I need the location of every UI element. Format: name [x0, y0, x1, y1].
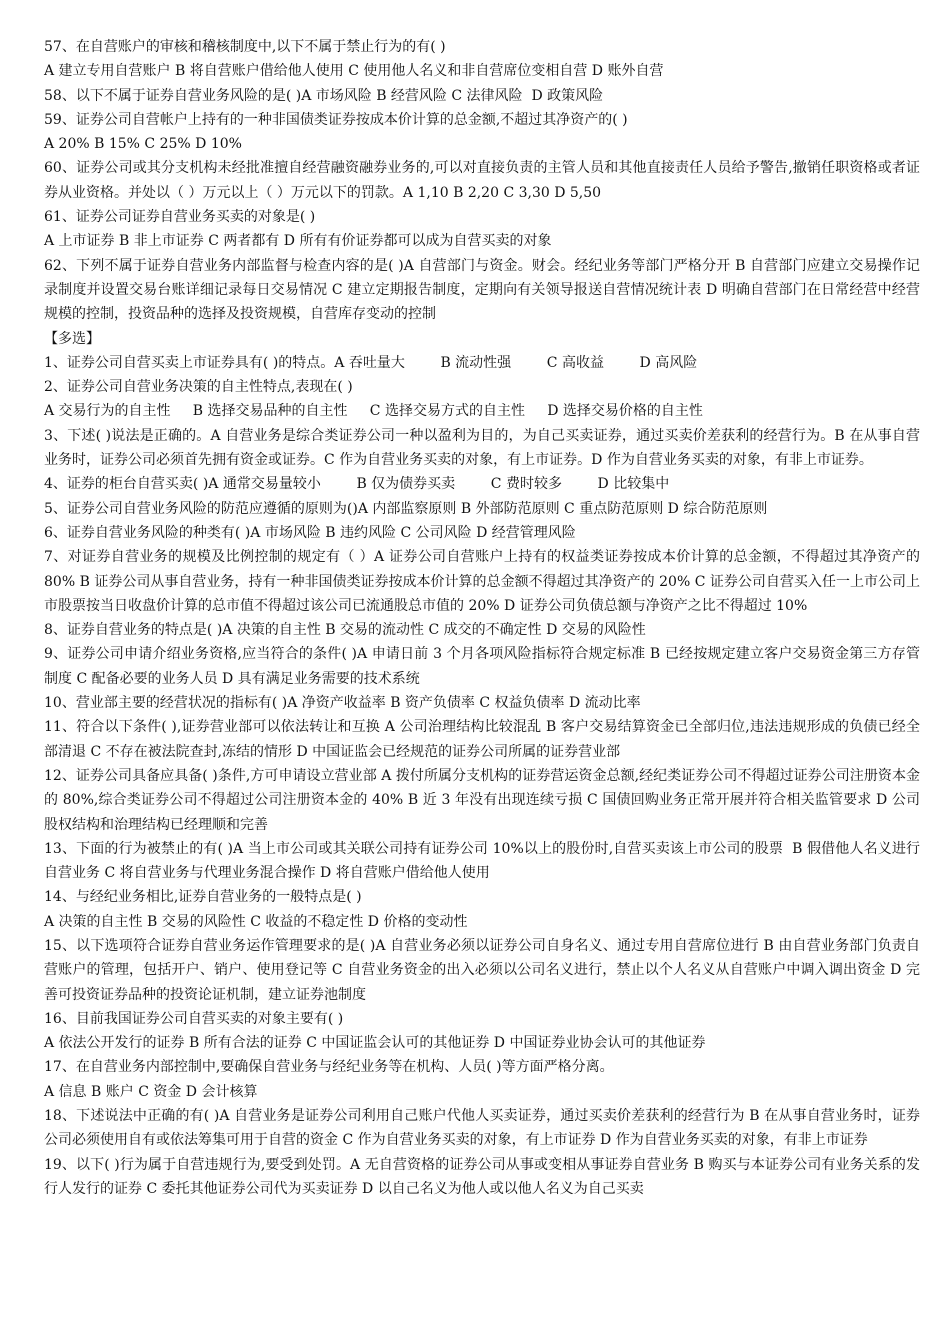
q57-stem: 57、在自营账户的审核和稽核制度中,以下不属于禁止行为的有( )	[44, 39, 446, 55]
q60: 60、证券公司或其分支机构未经批准擅自经营融资融券业务的,可以对直接负责的主管人员和其他直接责任人员给予警告,撤销任职资格或者证券从业资格。并处以（ ）万元以上（ ）万元以下的罚款。A 1,10 B 2,20 C 3,30 D 5,50	[44, 160, 920, 201]
m17-options: A 信息 B 账户 C 资金 D 会计核算	[44, 1083, 258, 1100]
m4: 4、证券的柜台自营买卖( )A 通常交易量较小 B 仅为债券买卖 C 费时较多 D 比较集中	[44, 476, 670, 493]
m5: 5、证券公司自营业务风险的防范应遵循的原则为()A 内部监察原则 B 外部防范原则 C 重点防范原则 D 综合防范原则	[44, 500, 768, 517]
q61-options: A 上市证券 B 非上市证券 C 两者都有 D 所有有价证券都可以成为自营买卖的对象	[44, 233, 552, 250]
m18: 18、下述说法中正确的有( )A 自营业务是证券公司利用自己账户代他人买卖证券，通过买卖价差获利的经营行为 B 在从事自营业务时，证券公司必须使用自有或依法筹集可用于自营的资金 C 作为自营业务买卖的对象，有上市证券 D 作为自营业务买卖的对象，有非上市证券	[44, 1108, 920, 1149]
m10: 10、营业部主要的经营状况的指标有( )A 净资产收益率 B 资产负债率 C 权益负债率 D 流动比率	[44, 695, 641, 712]
q62: 62、下列不属于证券自营业务内部监督与检查内容的是( )A 自营部门与资金。财会。经纪业务等部门严格分开 B 自营部门应建立交易操作记录制度并设置交易台账详细记录每日交易情况 C 建立定期报告制度，定期向有关领导报送自营情况统计表 D 明确自营部门在日常经营中经营规模的控制，投资品种的选择及投资规模，自营库存变动的控制	[44, 257, 920, 323]
m6: 6、证券自营业务风险的种类有( )A 市场风险 B 违约风险 C 公司风险 D 经营管理风险	[44, 524, 576, 541]
q57-options: A 建立专用自营账户 B 将自营账户借给他人使用 C 使用他人名义和非自营席位变相自营 D 账外自营	[44, 63, 664, 80]
q61-stem: 61、证券公司证券自营业务买卖的对象是( )	[44, 209, 316, 226]
m14-stem: 14、与经纪业务相比,证券自营业务的一般特点是( )	[44, 889, 362, 906]
m19: 19、以下( )行为属于自营违规行为,要受到处罚。A 无自营资格的证券公司从事或变相从事证券自营业务 B 购买与本证券公司有业务关系的发行人发行的证券 C 委托其他证券公司代为买卖证券 D 以自己名义为他人或以他人名义为自己买卖	[44, 1156, 920, 1197]
section-heading-multiple-choice: 【多选】	[44, 330, 100, 347]
m15: 15、以下选项符合证券自营业务运作管理要求的是( )A 自营业务必须以证券公司自身名义、通过专用自营席位进行 B 由自营业务部门负责自营账户的管理，包括开户、销户、使用登记等 C 自营业务资金的出入必须以公司名义进行，禁止以个人名义从自营账户中调入调出资金 D 完善可投资证券品种的投资论证机制，建立证券池制度	[44, 937, 920, 1003]
q59-stem: 59、证券公司自营帐户上持有的一种非国债类证券按成本价计算的总金额,不超过其净资产的( )	[44, 111, 628, 128]
q58: 58、以下不属于证券自营业务风险的是( )A 市场风险 B 经营风险 C 法律风险 D 政策风险	[44, 87, 604, 104]
m7: 7、对证券自营业务的规模及比例控制的规定有（ ）A 证券公司自营账户上持有的权益类证券按成本价计算的总金额，不得超过其净资产的 80% B 证券公司从事自营业务，持有一种非国债类证券按成本价计算的总金额不得超过其净资产的 20% C 证券公司自营买入任一上市公司上市股票按当日收盘价计算的总市值不得超过该公司已流通股总市值的 20% D 证券公司负债总额与净资产之比不得超过 10%	[44, 549, 925, 614]
m16-options: A 依法公开发行的证券 B 所有合法的证券 C 中国证监会认可的其他证券 D 中国证券业协会认可的其他证券	[44, 1035, 706, 1052]
m11: 11、符合以下条件( ),证券营业部可以依法转让和互换 A 公司治理结构比较混乱 B 客户交易结算资金已全部归位,违法违规形成的负债已经全部清退 C 不存在被法院查封,冻结的情形 D 中国证监会已经规范的证券公司所属的证券营业部	[44, 719, 920, 760]
m1: 1、证券公司自营买卖上市证券具有( )的特点。A 吞吐量大 B 流动性强 C 高收益 D 高风险	[44, 354, 698, 371]
m2-options: A 交易行为的自主性 B 选择交易品种的自主性 C 选择交易方式的自主性 D 选择交易价格的自主性	[44, 403, 703, 420]
m12: 12、证券公司具备应具备( )条件,方可申请设立营业部 A 拨付所属分支机构的证券营运资金总额,经纪类证券公司不得超过证券公司注册资本金的 80%,综合类证券公司不得超过公司注册资本金的 40% B 近 3 年没有出现连续亏损 C 国债回购业务正常开展并符合相关监管要求 D 公司股权结构和治理结构已经理顺和完善	[44, 767, 920, 833]
m9: 9、证券公司申请介绍业务资格,应当符合的条件( )A 申请日前 3 个月各项风险指标符合规定标准 B 已经按规定建立客户交易资金第三方存管制度 C 配备必要的业务人员 D 具有满足业务需要的技术系统	[44, 646, 920, 687]
m3: 3、下述( )说法是正确的。A 自营业务是综合类证券公司一种以盈利为目的，为自己买卖证券，通过买卖价差获利的经营行为。B 在从事自营业务时，证券公司必须首先拥有资金或证券。C 作为自营业务买卖的对象，有上市证券。D 作为自营业务买卖的对象，有非上市证券。	[44, 427, 920, 469]
m16-stem: 16、目前我国证券公司自营买卖的对象主要有( )	[44, 1010, 344, 1027]
m13: 13、下面的行为被禁止的有( )A 当上市公司或其关联公司持有证券公司 10%以上的股份时,自营买卖该上市公司的股票 B 假借他人名义进行自营业务 C 将自营业务与代理业务混合操作 D 将自营账户借给他人使用	[44, 840, 920, 882]
m2-stem: 2、证券公司自营业务决策的自主性特点,表现在( )	[44, 379, 353, 396]
m14-options: A 决策的自主性 B 交易的风险性 C 收益的不稳定性 D 价格的变动性	[44, 913, 468, 930]
q59-options: A 20% B 15% C 25% D 10%	[44, 136, 242, 153]
m8: 8、证券自营业务的特点是( )A 决策的自主性 B 交易的流动性 C 成交的不确定性 D 交易的风险性	[44, 622, 646, 639]
m17-stem: 17、在自营业务内部控制中,要确保自营业务与经纪业务等在机构、人员( )等方面严格分离。	[44, 1059, 614, 1076]
document-body	[44, 35, 925, 1201]
